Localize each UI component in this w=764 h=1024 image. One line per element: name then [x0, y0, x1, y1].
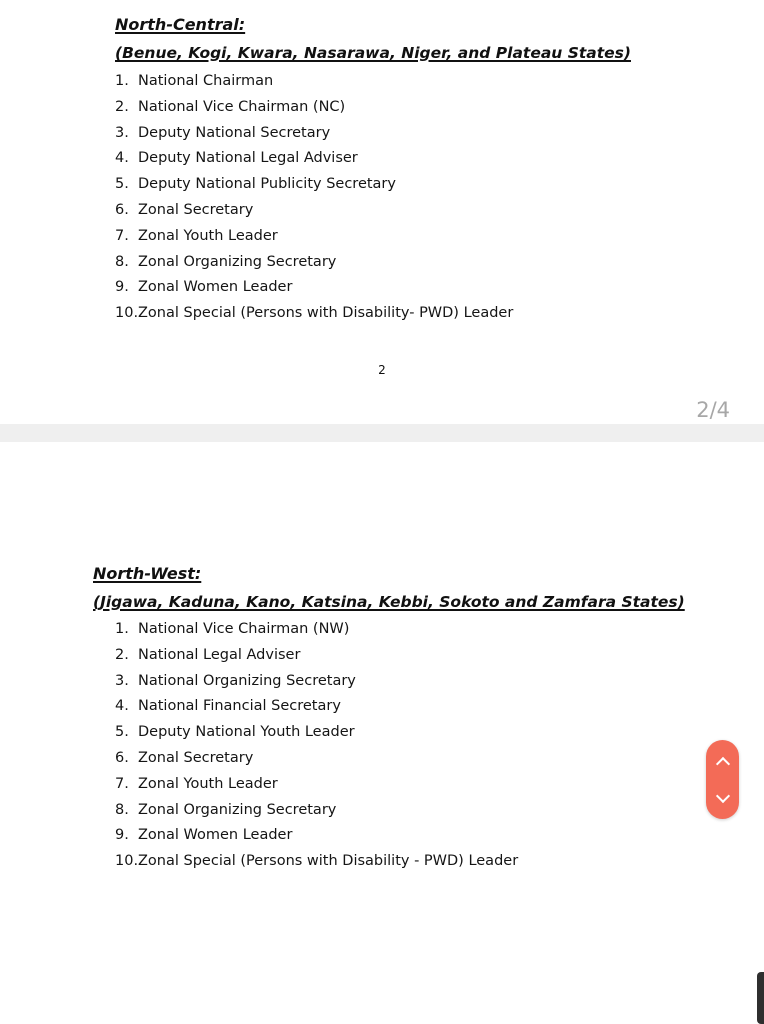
list-item-text: Zonal Organizing Secretary: [138, 253, 337, 270]
list-item-text: Zonal Women Leader: [138, 279, 293, 296]
list-item: [115, 224, 513, 250]
list-item: [115, 849, 518, 875]
list-item-number: 10.: [115, 853, 139, 870]
north-central-states-heading: (Benue, Kogi, Kwara, Nasarawa, Niger, and Plateau States): [115, 44, 631, 62]
list-item: [115, 669, 518, 695]
list-item-number: 2.: [115, 98, 129, 115]
list-item-text: Deputy National Legal Adviser: [138, 150, 358, 167]
list-item: [115, 69, 513, 95]
list-item-number: 5.: [115, 724, 129, 741]
list-item-text: Zonal Secretary: [138, 201, 254, 218]
list-item: [115, 772, 518, 798]
chevron-up-icon: [715, 756, 729, 770]
list-item-number: 9.: [115, 279, 129, 296]
list-item: [115, 250, 513, 276]
list-item-number: 10.: [115, 305, 139, 322]
list-item-text: National Legal Adviser: [138, 646, 301, 663]
list-item-number: 1.: [115, 73, 129, 89]
list-item: [115, 198, 513, 224]
list-item: [115, 617, 518, 643]
list-item: [115, 720, 518, 746]
list-item: [115, 95, 513, 121]
north-central-heading: North-Central:: [115, 15, 246, 34]
list-item: [115, 301, 513, 327]
list-item-text: National Vice Chairman (NC): [138, 98, 346, 115]
list-item-text: Deputy National Secretary: [138, 124, 331, 141]
list-item-number: 8.: [115, 801, 129, 818]
list-item: [115, 146, 513, 172]
list-item-number: 6.: [115, 201, 129, 218]
chevron-down-icon: [715, 788, 729, 802]
list-item-text: Zonal Secretary: [138, 749, 254, 766]
list-item-text: Zonal Organizing Secretary: [138, 801, 337, 818]
list-item-text: National Financial Secretary: [138, 698, 341, 715]
page-navigation-control: [706, 740, 739, 819]
list-item: [115, 694, 518, 720]
list-item: [115, 746, 518, 772]
list-item-number: 4.: [115, 698, 129, 715]
viewer-page-indicator: 2/4: [696, 398, 730, 422]
north-central-office-list: [115, 69, 513, 327]
north-west-office-list: [115, 617, 518, 875]
list-item: [115, 798, 518, 824]
list-item-text: Deputy National Publicity Secretary: [138, 176, 396, 193]
list-item: [115, 275, 513, 301]
list-item-number: 9.: [115, 827, 129, 844]
document-page-2: [0, 0, 764, 424]
list-item-text: Zonal Special (Persons with Disability - PWD) Leader: [138, 853, 519, 870]
list-item-text: National Organizing Secretary: [138, 672, 356, 689]
previous-page-button[interactable]: [706, 741, 739, 780]
north-west-states-heading: (Jigawa, Kaduna, Kano, Katsina, Kebbi, Sokoto and Zamfara States): [93, 593, 685, 611]
list-item-number: 3.: [115, 672, 129, 689]
list-item-number: 7.: [115, 227, 129, 244]
vertical-scrollbar-thumb[interactable]: [757, 972, 764, 1024]
list-item-text: Zonal Women Leader: [138, 827, 293, 844]
list-item-text: Zonal Special (Persons with Disability- PWD) Leader: [138, 305, 514, 322]
list-item: [115, 643, 518, 669]
list-item: [115, 823, 518, 849]
page-footer-number: 2: [378, 363, 386, 377]
list-item-text: National Chairman: [138, 73, 274, 89]
list-item-number: 2.: [115, 646, 129, 663]
list-item: [115, 172, 513, 198]
list-item-number: 1.: [115, 621, 129, 637]
list-item-number: 4.: [115, 150, 129, 167]
document-page-3: [0, 442, 764, 1024]
list-item-text: National Vice Chairman (NW): [138, 621, 350, 637]
list-item-number: 8.: [115, 253, 129, 270]
list-item-number: 7.: [115, 775, 129, 792]
list-item-number: 5.: [115, 176, 129, 193]
list-item-text: Zonal Youth Leader: [138, 227, 278, 244]
list-item-number: 3.: [115, 124, 129, 141]
list-item-text: Zonal Youth Leader: [138, 775, 278, 792]
list-item-number: 6.: [115, 749, 129, 766]
list-item: [115, 121, 513, 147]
north-west-heading: North-West:: [93, 564, 202, 583]
page-separator: [0, 424, 764, 442]
next-page-button[interactable]: [706, 779, 739, 818]
list-item-text: Deputy National Youth Leader: [138, 724, 355, 741]
